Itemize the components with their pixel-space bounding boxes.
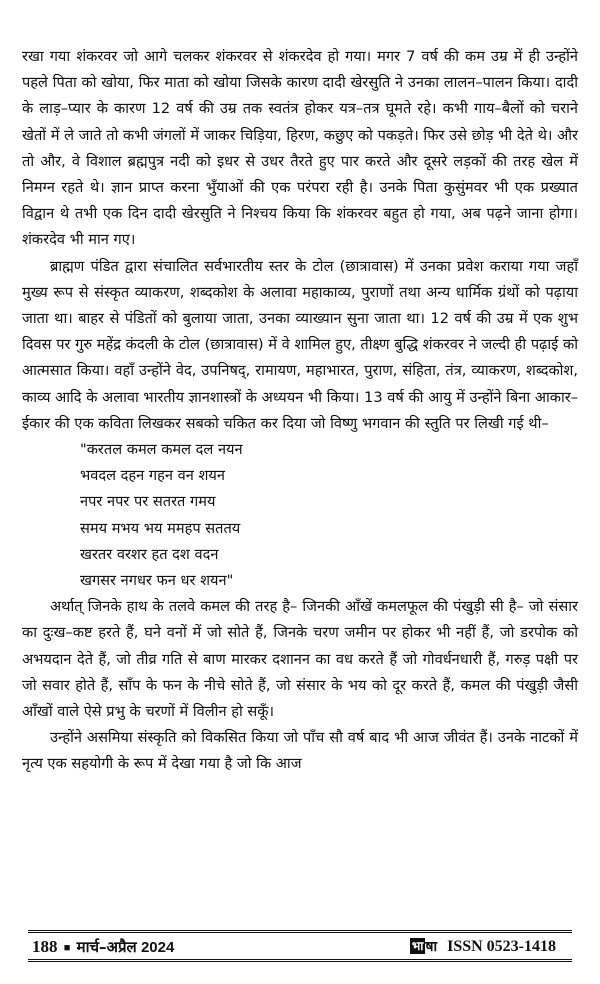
article-body	[22, 44, 578, 778]
page-footer	[28, 930, 572, 962]
paragraph-education: ब्राह्मण पंडित द्वारा संचालित सर्वभारतीय स्तर के टोल (छात्रावास) में उनका प्रवेश कराया गया जहाँ मुख्य रूप से संस्कृत व्याकरण, शब्दकोश के अलावा महाकाव्य, पुराणों तथा अन्य धार्मिक ग्रंथों को पढ़ाया जाता था। बाहर से पंडितों को बुलाया जाता, उनका व्याख्यान सुना जाता था। 12 वर्ष की उम्र में एक शुभ दिवस पर गुरु महेंद्र कंदली के टोल (छात्रावास) में वे शामिल हुए, तीक्ष्ण बुद्धि शंकरवर ने जल्दी ही पढ़ाई को आत्मसात किया। वहाँ उन्होंने वेद, उपनिषद्, रामायण, महाभारत, पुराण, संहिता, तंत्र, व्याकरण, शब्दकोश, काव्य आदि के अलावा भारतीय ज्ञानशास्त्रों के अध्ययन भी किया। 13 वर्ष की आयु में उन्होंने बिना आकार–ईकार की एक कविता लिखकर सबको चकित कर दिया जो विष्णु भगवान की स्तुति पर लिखी गई थी–	[22, 257, 578, 432]
poem-line: "करतल कमल कमल दल नयन	[80, 441, 243, 459]
poem-line: खगसर नगधर फन धर शयन"	[80, 572, 234, 590]
footer-issue-info	[32, 937, 174, 957]
issn-number: ISSN 0523-1418	[447, 938, 556, 955]
issue-year: 2024	[140, 939, 175, 956]
poem-line: भवदल दहन गहन वन शयन	[80, 467, 225, 485]
poem-line: समय मभय भय ममहप सततय	[80, 519, 241, 537]
square-bullet-icon: ■	[63, 942, 71, 955]
paragraph-poem-meaning: अर्थात् जिनके हाथ के तलवे कमल की तरह है– जिनकी आँखें कमलफूल की पंखुड़ी सी है– जो संसार का दुःख–कष्ट हरते हैं, घने वनों में जो सोते हैं, जिनके चरण जमीन पर होकर भी नहीं हैं, जो डरपोक को अभयदान देते हैं, जो तीव्र गति से बाण मारकर दशानन का वध करते हैं जो गोवर्धनधारी हैं, गरुड़ पक्षी पर जो सवार होते हैं, साँप के फन के नीचे सोते हैं, जो संसार के भय को दूर करते हैं, कमल की पंखुड़ी जैसी आँखों वाले ऐसे प्रभु के चरणों में विलीन हो सकूँ।	[22, 598, 578, 721]
poem-line: खरतर वरशर हत दश वदन	[80, 545, 219, 563]
page-number: 188	[32, 937, 58, 956]
footer-journal-info	[410, 937, 556, 956]
poem-line: नपर नपर पर सतरत गमय	[80, 493, 216, 511]
journal-logo: भा	[411, 939, 424, 953]
journal-logo-rest: षा	[425, 939, 438, 955]
paragraph-childhood: रखा गया शंकरवर जो आगे चलकर शंकरवर से शंकरदेव हो गया। मगर 7 वर्ष की कम उम्र में ही उन्होंने पहले पिता को खोया, फिर माता को खोया जिसके कारण दादी खेरसुति ने उनका लालन–पालन किया। दादी के लाड़–प्यार के कारण 12 वर्ष की उम्र तक स्वतंत्र होकर यत्र–तत्र घूमते रहे। कभी गाय–बैलों को चराने खेतों में ले जाते तो कभी जंगलों में जाकर चिड़िया, हिरण, कछुए को पकड़ते। फिर उसे छोड़ भी देते थे। और तो और, वे विशाल ब्रह्मपुत्र नदी को इधर से उधर तैरते हुए पार करते और दूसरे लड़कों की तरह खेल में निमग्न रहते थे। ज्ञान प्राप्त करना भुँयाओं की एक परंपरा रही है। उनके पिता कुसुंमवर भी एक प्रख्यात विद्वान थे तभी एक दिन दादी खेरसुति ने निश्चय किया कि शंकरवर बहुत हो गया, अब पढ़ने जाना होगा। शंकरदेव भी मान गए।	[22, 48, 578, 249]
issue-month: मार्च–अप्रैल	[76, 938, 137, 956]
poem-block	[80, 437, 578, 594]
paragraph-culture: उन्होंने असमिया संस्कृति को विकसित किया जो पाँच सौ वर्ष बाद भी आज जीवंत हैं। उनके नाटकों में नृत्य एक सहयोगी के रूप में देखा गया है जो कि आज	[22, 729, 578, 773]
